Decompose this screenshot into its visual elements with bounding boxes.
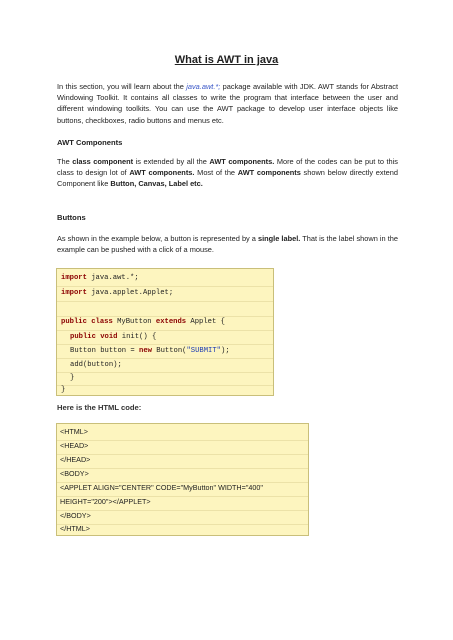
- intro-paragraph: [57, 81, 398, 126]
- code-string: "SUBMIT": [186, 347, 221, 355]
- buttons-text-2: That is the label shown in the example can be pushed with a click of a mouse.: [57, 234, 398, 255]
- html-line: </BODY>: [60, 511, 91, 520]
- code-line-1: [61, 274, 139, 282]
- buttons-paragraph: [57, 233, 398, 255]
- code-line-3: [61, 318, 225, 326]
- code-text: init() {: [117, 333, 157, 341]
- html-line: </HTML>: [60, 524, 90, 533]
- code-divider: [57, 344, 273, 345]
- java-code-block: [56, 268, 274, 396]
- buttons-heading: Buttons: [57, 213, 86, 222]
- html-code-block: [56, 423, 309, 536]
- code-text: MyButton: [112, 318, 156, 326]
- code-divider: [57, 372, 273, 373]
- code-keyword: extends: [155, 318, 187, 326]
- code-divider: [57, 358, 273, 359]
- awt-components-heading: AWT Components: [57, 138, 123, 147]
- code-line-4: [70, 333, 156, 341]
- awt-bold-3: AWT components.: [129, 168, 195, 178]
- awt-bold-4: AWT components: [237, 168, 301, 178]
- code-divider: [57, 286, 273, 287]
- code-keyword: import: [61, 289, 87, 297]
- code-text: Applet {: [186, 318, 225, 326]
- awt-text-5: shown below directly extend Component like: [57, 168, 398, 189]
- code-divider: [57, 330, 273, 331]
- html-divider: [57, 468, 308, 469]
- html-line: </HEAD>: [60, 455, 91, 464]
- page-title: What is AWT in java: [174, 54, 279, 66]
- code-text: java.awt.*;: [86, 274, 139, 282]
- code-text: java.applet.Applet;: [86, 289, 174, 297]
- awt-bold-2: AWT components.: [209, 157, 275, 166]
- awt-text-4: Most of the: [194, 168, 238, 178]
- buttons-bold-1: single label.: [257, 234, 301, 243]
- html-line: <APPLET ALIGN="CENTER" CODE="MyButton" WIDTH="400": [60, 483, 263, 492]
- code-keyword: new: [139, 347, 152, 355]
- code-line-7: }: [70, 374, 75, 382]
- html-line: <HTML>: [60, 427, 88, 436]
- code-line-8: }: [61, 386, 66, 394]
- intro-text-after: package available with JDK. AWT stands for Abstract Windowing Toolkit. It contains all classes to write the program that interface between the user and different windowing toolkits. You can use the AWT package to develop user interface objects like buttons, checkboxes, radio buttons and menus etc.: [57, 82, 398, 125]
- code-keyword: public class: [61, 318, 113, 326]
- code-keyword: public void: [70, 333, 118, 341]
- code-text: Button button =: [70, 347, 140, 355]
- html-line: <HEAD>: [60, 441, 89, 450]
- awt-text-3: More of the codes can be put to this class to design lot of: [57, 157, 398, 178]
- code-line-5: [70, 347, 230, 355]
- html-divider: [57, 524, 308, 525]
- code-text: );: [221, 347, 230, 355]
- html-line: HEIGHT="200"></APPLET>: [60, 497, 151, 506]
- intro-text-before: In this section, you will learn about the: [57, 82, 187, 91]
- code-divider: [57, 301, 273, 302]
- buttons-text-1: As shown in the example below, a button is represented by a: [57, 234, 258, 243]
- code-text: Button(: [151, 347, 187, 355]
- html-divider: [57, 440, 308, 441]
- html-line: <BODY>: [60, 469, 89, 478]
- code-divider: [57, 385, 273, 386]
- html-divider: [57, 454, 308, 455]
- html-divider: [57, 510, 308, 511]
- code-line-2: [61, 289, 173, 297]
- code-keyword: import: [61, 274, 87, 282]
- code-line-6: add(button);: [70, 361, 122, 369]
- awt-text-1: The: [57, 157, 73, 166]
- awt-components-paragraph: [57, 156, 398, 190]
- awt-bold-1: class component: [72, 157, 134, 166]
- html-code-caption: Here is the HTML code:: [57, 403, 142, 412]
- awt-text-2: is extended by all the: [133, 157, 210, 166]
- code-divider: [57, 316, 273, 317]
- awt-bold-5: Button, Canvas, Label etc.: [110, 179, 203, 189]
- package-name: java.awt.*;: [186, 82, 221, 91]
